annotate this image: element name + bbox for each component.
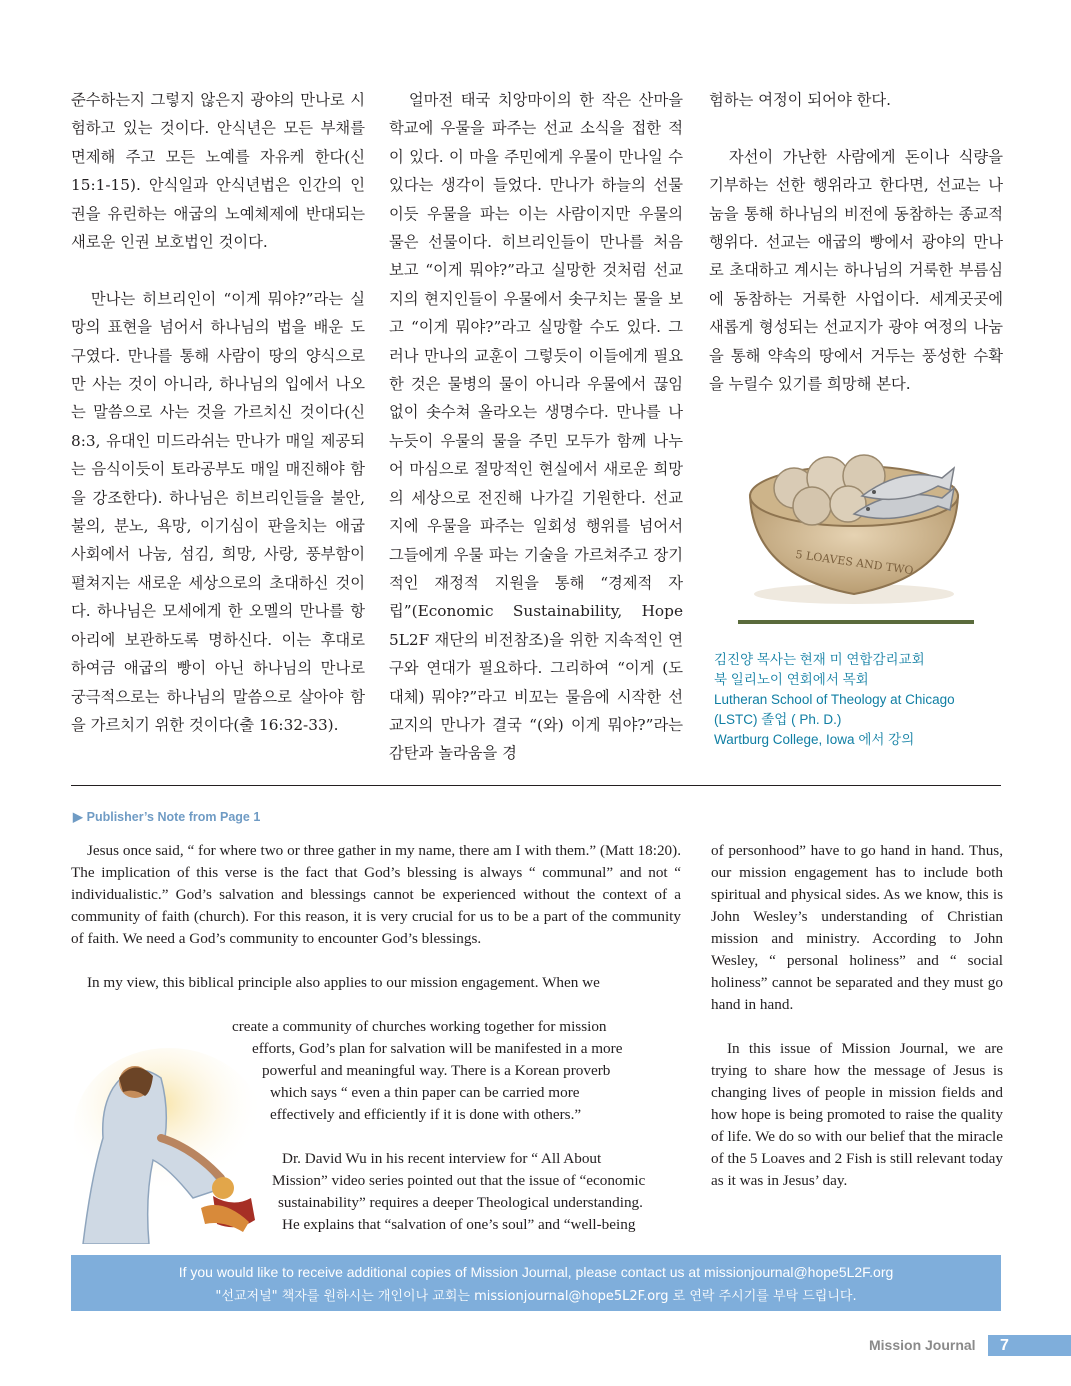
author-caption [714, 650, 1004, 750]
english-line: Mission” video series pointed out that the issue of “economic [272, 1172, 646, 1189]
korean-paragraph: 준수하는지 그렇지 않은지 광야의 만나로 시험하고 있는 것이다. 안식년은 모든 부채를 면제해 주고 모든 노예를 자유케 한다(신 15:1-15). 안식일과 안식년법은 인간의 인권을 유린하는 애굽의 노예체제에 반대되는 새로운 인권 보호법인 것이다. [71, 91, 365, 252]
korean-paragraph: 험하는 여정이 되어야 한다. [709, 91, 891, 109]
english-line: Dr. David Wu in his recent interview for “ All About [282, 1150, 602, 1167]
contact-korean: "선교저널" 책자를 원하시는 개인이나 교회는 missionjournal@hope5L2F.org 로 연락 주시기를 부탁 드립니다. [215, 1289, 857, 1304]
english-column-left-wrap [232, 1016, 681, 1236]
basket-inscription: 5 LOAVES AND TWO [794, 547, 915, 578]
english-paragraph: of personhood” have to go hand in hand. Thus, our mission engagement has to include both spiritual and physical sides. As we know, this is John Wesley’s understanding of Christian mission and ministry. According to John Wesley, “ personal holiness” and “ social holiness” cannot be separated and they must go hand in hand. [711, 842, 1003, 1013]
caption-line: 김진양 목사는 현재 미 연합감리교회 [714, 652, 925, 667]
korean-paragraph: 자선이 가난한 사람에게 돈이나 식량을 기부하는 선한 행위라고 한다면, 선교는 나눔을 통해 하나님의 비전에 동참하는 종교적 행위다. 선교는 애굽의 빵에서 광야의 만나로 초대하고 계시는 하나님의 거룩한 부름심에 동참하는 거룩한 사업이다. 세계곳곳에 새롭게 형성되는 선교지가 광야 여정의 나눔을 통해 약속의 땅에서 거두는 풍성한 수확을 누릴수 있기를 희망해 본다. [709, 147, 1003, 394]
english-line: He explains that “salvation of one’s soul” and “well-being [282, 1216, 636, 1233]
english-line: effectively and efficiently if it is done with others.” [270, 1106, 582, 1123]
publisher-note-label [73, 809, 260, 824]
english-line: powerful and meaningful way. There is a Korean proverb [262, 1062, 611, 1079]
footer-journal-name: Mission Journal [869, 1337, 976, 1353]
caption-line: Wartburg College, Iowa 에서 강의 [714, 732, 915, 747]
publisher-note-label-text: Publisher’s Note from Page 1 [86, 810, 261, 824]
english-line: create a community of churches working together for mission [232, 1018, 607, 1035]
english-column-right [711, 840, 1003, 1192]
contact-banner [71, 1255, 1001, 1311]
english-column-left-top [71, 840, 681, 994]
english-line: which says “ even a thin paper can be carried more [270, 1084, 580, 1101]
korean-column-3 [709, 86, 1003, 398]
caption-line: Lutheran School of Theology at Chicago [714, 692, 955, 707]
english-paragraph: Jesus once said, “ for where two or three gather in my name, there am I with them.” (Matt 18:20). The implication of this verse is the fact that God’s blessing is always “ communal” and not “ individualistic.” God’s salvation and blessings cannot be experienced without the context of a community of faith (church). For this reason, it is very crucial for us to be a part of the community of faith. We need a God’s community to encounter God’s blessings. [71, 842, 681, 947]
korean-paragraph: 만나는 히브리인이 “이게 뭐야?”라는 실망의 표현을 넘어서 하나님의 법을 배운 도구였다. 만나를 통해 사람이 땅의 양식으로만 사는 것이 아니라, 하나님의 입에서 나오는 말씀으로 사는 것을 가르치신 것이다(신 8:3, 유대인 미드라쉬는 만나가 매일 제공되는 음식이듯이 토라공부도 매일 매진해야 함을 강조한다). 하나님은 히브리인들을 불안, 불의, 분노, 욕망, 이기심이 판을치는 애굽 사회에서 나눔, 섬김, 희망, 사랑, 풍부함이 펼쳐지는 새로운 세상으로의 초대하신 것이다. 하나님은 모세에게 한 오멜의 만나를 항아리에 보관하도록 명하신다. 이는 후대로 하여금 애굽의 빵이 아닌 하나님의 만나로 궁극적으로는 하나님의 말씀으로 살아야 함을 가르치기 위한 것이다(출 16:32-33). [71, 289, 365, 734]
caption-line: (LSTC) 졸업 ( Ph. D.) [714, 712, 842, 727]
contact-english: If you would like to receive additional copies of Mission Journal, please contact us at missionjournal@hope5L2F.org [178, 1264, 894, 1280]
korean-column-1 [71, 86, 365, 739]
korean-paragraph: 얼마전 태국 치앙마이의 한 작은 산마을 학교에 우물을 파주는 선교 소식을 접한 적이 있다. 이 마을 주민에게 우물이 만나일 수 있다는 생각이 들었다. 만나가 하늘의 선물이듯 우물을 파는 이는 사람이지만 우물의 물은 선물이다. 히브리인들이 만나를 처음 보고 “이게 뭐야?”라고 실망한 것처럼 선교지의 현지인들이 우물에서 솟구치는 물을 보고 “이게 뭐야?”라고 실망할 수도 있다. 그러나 만나의 교훈이 그렇듯이 이들에게 필요한 것은 물병의 물이 아니라 우물에서 끊임없이 솟수쳐 올라오는 생명수다. 만나를 나누듯이 우물의 물을 주민 모두가 함께 나누어 마심으로 절망적인 현실에서 새로운 희망의 세상으로 전진해 나가길 기원한다. 선교지에 우물을 파주는 일회성 행위를 넘어서 그들에게 우물 파는 기술을 가르쳐주고 장기적인 재정적 지원을 통해 “경제적 자립”(Economic Sustainability, Hope 5L2F 재단의 비전참조)을 위한 지속적인 연구와 연대가 필요하다. 그리하여 “이게 (도대체) 뭐야?”라고 비꼬는 물음에 시작한 선교지의 만나가 결국 “(와) 이게 뭐야?”라는 감탄과 놀라움을 경 [389, 91, 683, 763]
jesus-kneeling-illustration [73, 1048, 279, 1244]
section-divider [71, 785, 1001, 786]
english-line: efforts, God’s plan for salvation will be manifested in a more [252, 1040, 623, 1057]
play-triangle-icon: ▶ [73, 810, 83, 824]
caption-line: 북 일리노이 연회에서 목회 [714, 672, 869, 687]
english-line: sustainability” requires a deeper Theological understanding. [278, 1194, 643, 1211]
korean-column-2 [389, 86, 683, 768]
page-number: 7 [988, 1335, 1071, 1356]
english-paragraph: In this issue of Mission Journal, we are trying to share how the message of Jesus is changing lives of people in mission fields and how hope is being promoted to raise the quality of life. We do so with our belief that the miracle of the 5 Loaves and 2 Fish is still relevant today as it was in Jesus’ day. [711, 1040, 1003, 1189]
english-paragraph: In my view, this biblical principle also applies to our mission engagement. When we [86, 974, 600, 991]
photo-divider [738, 620, 974, 624]
bread-fish-basket-photo [742, 426, 966, 606]
